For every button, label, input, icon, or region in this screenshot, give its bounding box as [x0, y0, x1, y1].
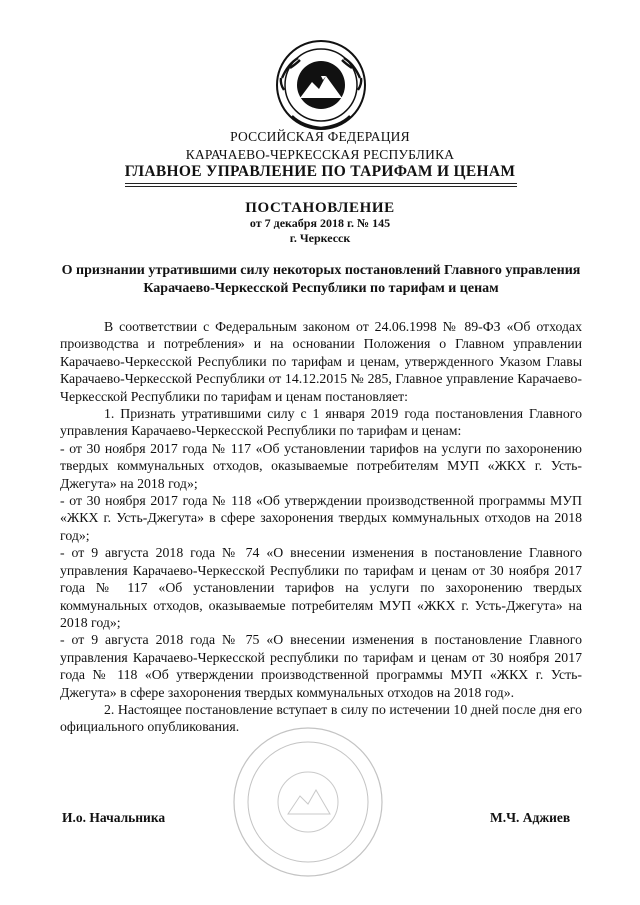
decree-subject: О признании утратившими силу некоторых постановлений Главного управления Карачаево-Черкесской Республики по тарифам и ценам [61, 263, 581, 296]
decree-title: ПОСТАНОВЛЕНИЕ [245, 200, 395, 216]
header-country: РОССИЙСКАЯ ФЕДЕРАЦИЯ [230, 129, 410, 144]
decree-body [60, 318, 582, 736]
signature-name: М.Ч. Аджиев [490, 810, 571, 825]
item-2-paragraph: 2. Настоящее постановление вступает в силу по истечении 10 дней после дня его официального опубликования. [60, 701, 582, 735]
list-item: - от 9 августа 2018 года № 75 «О внесении изменения в постановление Главного управления Карачаево-Черкесской республики по тарифам и ценам от 30 ноября 2017 года № 118 «Об утверждении производственной программы МУП «ЖКХ г. Усть-Джегута» в сфере захоронения твердых коммунальных отходов на 2018 год». [60, 632, 582, 700]
header-divider-top [125, 183, 517, 184]
header-republic: КАРАЧАЕВО-ЧЕРКЕССКАЯ РЕСПУБЛИКА [185, 147, 455, 162]
list-item: - от 30 ноября 2017 года № 118 «Об утверждении производственной программы МУП «ЖКХ г. Усть-Джегута» в сфере захоронения твердых коммунальных отходов на 2018 год»; [60, 493, 582, 543]
coat-of-arms-icon [270, 38, 372, 136]
official-seal-icon [228, 722, 388, 882]
decree-city: г. Черкесск [289, 231, 351, 245]
list-item: - от 9 августа 2018 года № 74 «О внесении изменения в постановление Главного управления Карачаево-Черкесской Республики по тарифам и ценам от 30 ноября 2017 года № 117 «Об установлении тарифов на услуги по захоронению твердых коммунальных отходов, оказываемые потребителям МУП «ЖКХ г. Усть-Джегута» на 2018 год»; [60, 545, 582, 630]
header-divider-bottom [125, 186, 517, 187]
preamble-paragraph: В соответствии с Федеральным законом от 24.06.1998 № 89-ФЗ «Об отходах производства и потребления» и на основании Положения о Главном управлении Карачаево-Черкесской Республики по тарифам и ценам, утвержденного Указом Главы Карачаево-Черкесской Республики от 14.12.2015 № 285, Главное управление Карачаево-Черкесской Республики по тарифам и ценам постановляет: [60, 319, 582, 404]
signature-position: И.о. Начальника [62, 810, 166, 825]
list-item: - от 30 ноября 2017 года № 117 «Об установлении тарифов на услуги по захоронению твердых коммунальных отходов, оказываемые потребителям МУП «ЖКХ г. Усть-Джегута» на 2018 год»; [60, 440, 582, 491]
item-1-paragraph: 1. Признать утратившими силу с 1 января 2019 года постановления Главного управления Карачаево-Черкесской Республики по тарифам и ценам: [60, 406, 582, 439]
decree-date-number: от 7 декабря 2018 г. № 145 [249, 216, 391, 230]
header-agency: ГЛАВНОЕ УПРАВЛЕНИЕ ПО ТАРИФАМ И ЦЕНАМ [124, 163, 516, 180]
